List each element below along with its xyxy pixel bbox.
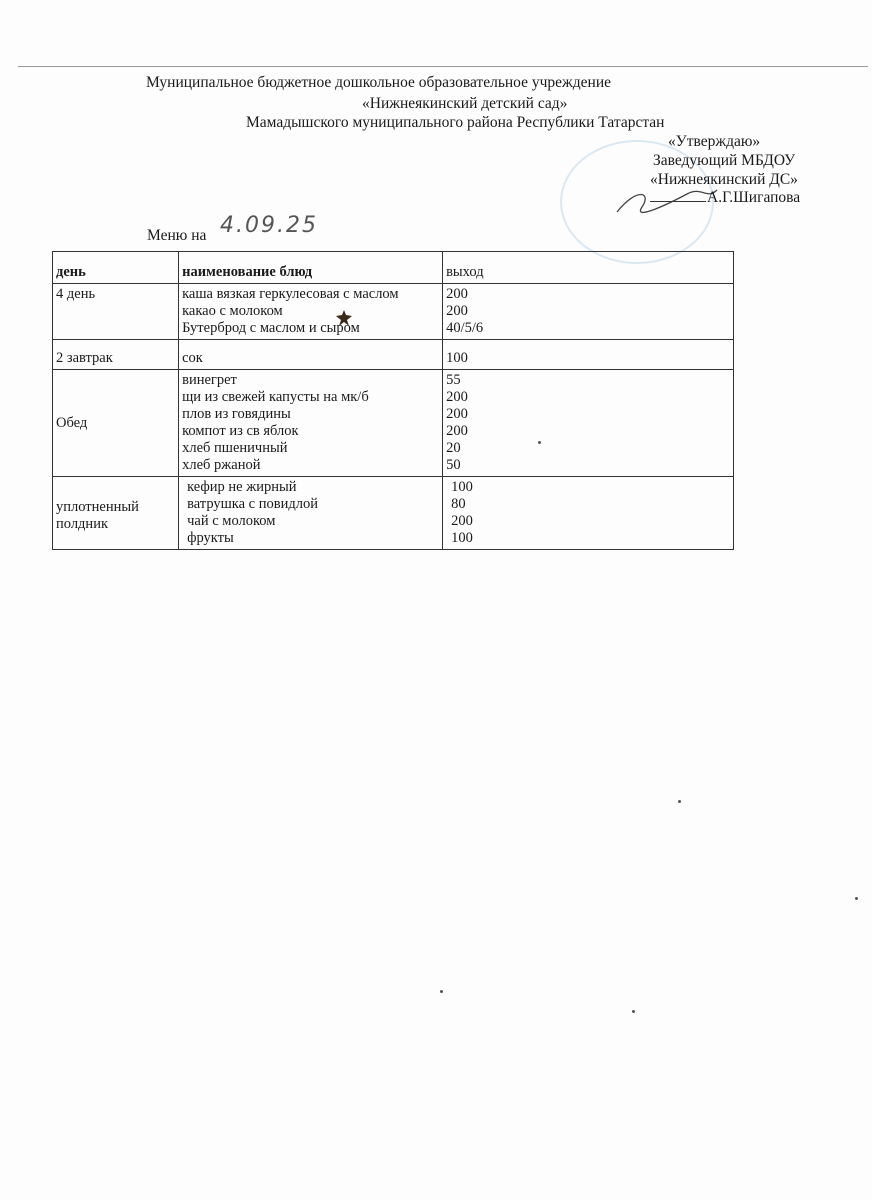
approve-label: «Утверждаю» bbox=[668, 133, 761, 150]
dish: сок bbox=[182, 350, 203, 366]
yield: 20 bbox=[446, 440, 461, 456]
dish: винегрет bbox=[182, 372, 237, 388]
approver-org: «Нижнеякинский ДС» bbox=[650, 171, 798, 188]
dish-list bbox=[179, 284, 443, 340]
yield: 80 bbox=[451, 496, 466, 512]
meal-name: уплотненный полдник bbox=[53, 477, 179, 550]
yield: 200 bbox=[446, 423, 468, 439]
institution-line-2: «Нижнеякинский детский сад» bbox=[362, 95, 568, 112]
yield: 200 bbox=[451, 513, 473, 529]
dish: фрукты bbox=[187, 530, 234, 546]
dish-list bbox=[179, 340, 443, 370]
yield-list bbox=[443, 284, 734, 340]
table-row bbox=[53, 370, 734, 477]
yield: 100 bbox=[451, 530, 473, 546]
meal-name: 4 день bbox=[53, 284, 179, 340]
scan-speck bbox=[538, 441, 541, 444]
menu-table bbox=[52, 251, 734, 550]
yield: 200 bbox=[446, 389, 468, 405]
yield: 200 bbox=[446, 303, 468, 319]
ink-blot bbox=[336, 310, 352, 326]
header-dish: наименование блюд bbox=[179, 252, 443, 284]
dish: щи из свежей капусты на мк/б bbox=[182, 389, 369, 405]
signatory-name: А.Г.Шигапова bbox=[707, 189, 801, 206]
yield: 50 bbox=[446, 457, 461, 473]
scan-speck bbox=[678, 800, 681, 803]
dish: Бутерброд с маслом и сыром bbox=[182, 320, 360, 336]
dish: какао с молоком bbox=[182, 303, 283, 319]
top-rule bbox=[18, 66, 868, 67]
menu-label: Меню на bbox=[147, 227, 207, 244]
dish: каша вязкая геркулесовая с маслом bbox=[182, 286, 399, 302]
yield: 40/5/6 bbox=[446, 320, 484, 336]
dish: чай с молоком bbox=[187, 513, 276, 529]
table-row bbox=[53, 284, 734, 340]
yield: 100 bbox=[446, 350, 468, 366]
header-day: день bbox=[53, 252, 179, 284]
yield-list bbox=[443, 477, 734, 550]
scan-speck bbox=[632, 1010, 635, 1013]
dish-list bbox=[179, 370, 443, 477]
scan-speck bbox=[855, 897, 858, 900]
scan-speck bbox=[440, 990, 443, 993]
signature-line bbox=[650, 201, 706, 202]
dish: кефир не жирный bbox=[187, 479, 297, 495]
yield-list bbox=[443, 370, 734, 477]
header-yield: выход bbox=[443, 252, 734, 284]
meal-name: 2 завтрак bbox=[53, 340, 179, 370]
table-row bbox=[53, 340, 734, 370]
dish: компот из св яблок bbox=[182, 423, 299, 439]
approver-position: Заведующий МБДОУ bbox=[653, 152, 796, 169]
dish: плов из говядины bbox=[182, 406, 291, 422]
institution-line-1: Муниципальное бюджетное дошкольное образовательное учреждение bbox=[146, 74, 611, 91]
meal-name: Обед bbox=[53, 370, 179, 477]
dish: хлеб ржаной bbox=[182, 457, 261, 473]
institution-line-3: Мамадышского муниципального района Республики Татарстан bbox=[246, 114, 665, 131]
dish: хлеб пшеничный bbox=[182, 440, 288, 456]
menu-date: 4.09.25 bbox=[220, 213, 318, 238]
yield-list bbox=[443, 340, 734, 370]
yield: 200 bbox=[446, 286, 468, 302]
yield: 55 bbox=[446, 372, 461, 388]
dish: ватрушка с повидлой bbox=[187, 496, 318, 512]
dish-list bbox=[179, 477, 443, 550]
table-row bbox=[53, 477, 734, 550]
yield: 100 bbox=[451, 479, 473, 495]
yield: 200 bbox=[446, 406, 468, 422]
table-header-row bbox=[53, 252, 734, 284]
